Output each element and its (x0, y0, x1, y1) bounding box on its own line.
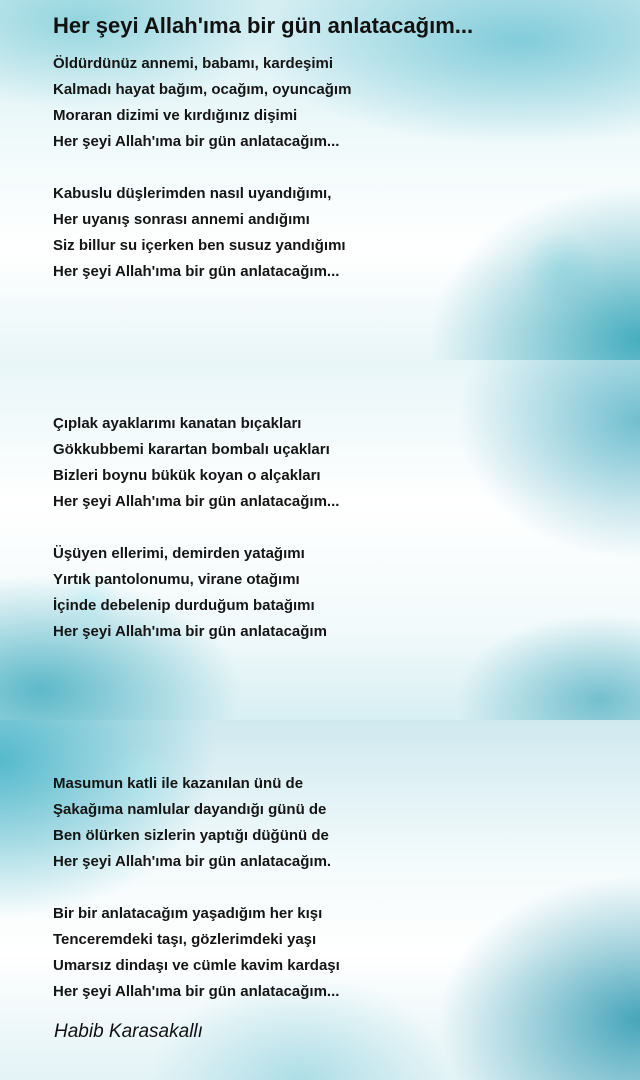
poem-panel-1 (0, 0, 640, 360)
stanza-2 (53, 181, 346, 285)
poem-line: Masumun katli ile kazanılan ünü de (53, 775, 304, 792)
poem-panel-3 (0, 720, 640, 1080)
poem-title: Her şeyi Allah'ıma bir gün anlatacağım... (53, 13, 474, 38)
poem-line: Her şeyi Allah'ıma bir gün anlatacağım... (53, 983, 340, 1000)
poem-line: Her şeyi Allah'ıma bir gün anlatacağım (53, 623, 327, 640)
poem-line: Her şeyi Allah'ıma bir gün anlatacağım. (53, 853, 332, 870)
poem-line: Umarsız dindaşı ve cümle kavim kardaşı (53, 957, 340, 974)
stanza-4 (53, 541, 327, 645)
poem-line: Siz billur su içerken ben susuz yandığımı (53, 237, 346, 254)
poem-line: Kalmadı hayat bağım, ocağım, oyuncağım (53, 81, 352, 98)
poem-line: Tenceremdeki taşı, gözlerimdeki yaşı (53, 931, 317, 948)
poem-panel-2 (0, 360, 640, 720)
poem-line: Ben ölürken sizlerin yaptığı düğünü de (53, 827, 329, 844)
poem-line: Gökkubbemi karartan bombalı uçakları (53, 441, 330, 458)
poem-line: Kabuslu düşlerimden nasıl uyandığımı, (53, 185, 332, 202)
poem-line: Bizleri boynu bükük koyan o alçakları (53, 467, 321, 484)
stanza-3 (53, 411, 339, 515)
poem-line: Her şeyi Allah'ıma bir gün anlatacağım... (53, 493, 340, 510)
poem-line: Çıplak ayaklarımı kanatan bıçakları (53, 415, 302, 432)
poem-line: Her şeyi Allah'ıma bir gün anlatacağım... (53, 133, 340, 150)
poem-author: Habib Karasakallı (54, 1021, 203, 1042)
stanza-1 (53, 51, 351, 155)
poem-line: Bir bir anlatacağım yaşadığım her kışı (53, 905, 323, 922)
poem-line: Şakağıma namlular dayandığı günü de (53, 801, 327, 818)
stanza-6 (53, 901, 340, 1005)
poem-line: Yırtık pantolonumu, virane otağımı (53, 571, 300, 588)
poem-line: Her şeyi Allah'ıma bir gün anlatacağım... (53, 263, 340, 280)
poem-line: Üşüyen ellerimi, demirden yatağımı (53, 545, 305, 562)
poem-line: İçinde debelenip durduğum batağımı (53, 597, 315, 614)
poem-line: Öldürdünüz annemi, babamı, kardeşimi (53, 55, 334, 72)
poem-line: Moraran dizimi ve kırdığınız dişimi (53, 107, 298, 124)
poem-line: Her uyanış sonrası annemi andığımı (53, 211, 310, 228)
stanza-5 (53, 771, 331, 875)
